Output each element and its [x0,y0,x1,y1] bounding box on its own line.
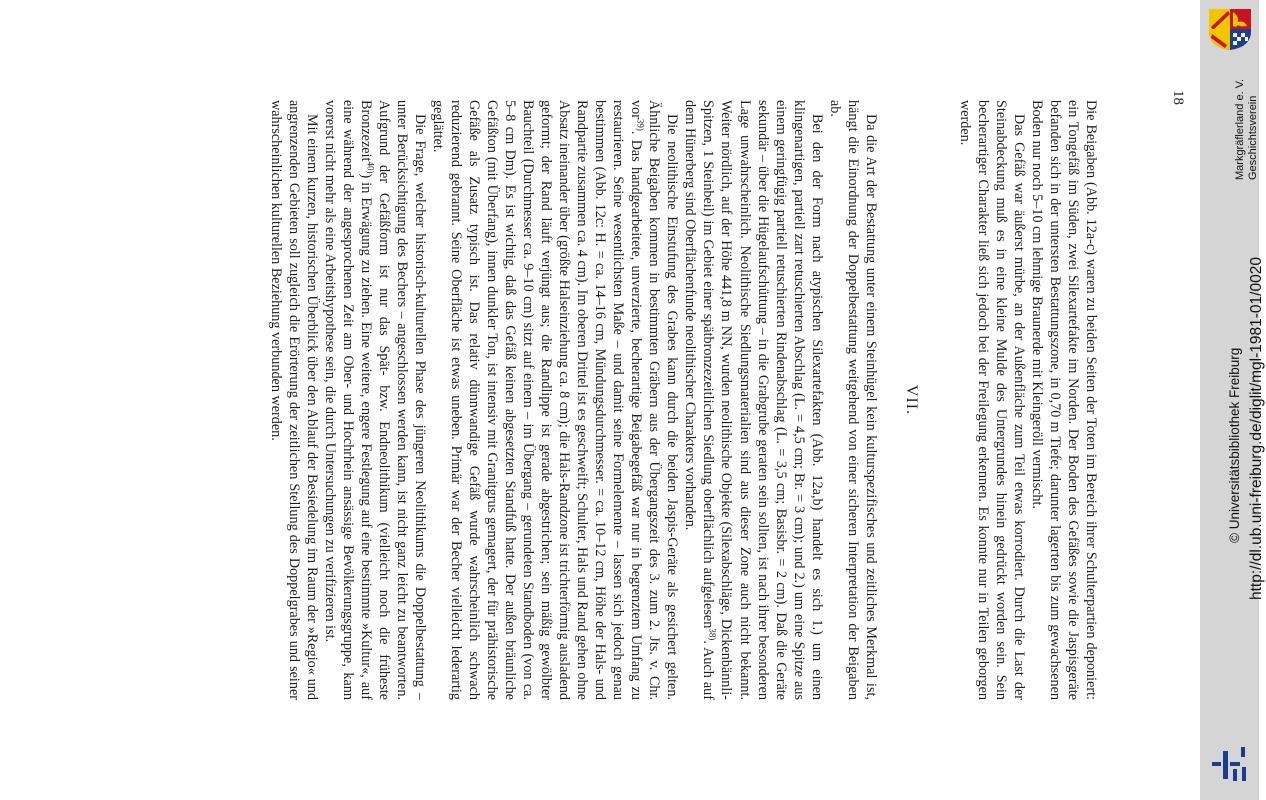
viewer-sidebar [1200,0,1265,800]
paragraph-text: ) in Erwägung zu ziehen. Eine weitere, engere Festlegung auf eine bestimmte »Kultur«, auf eine während der angesprochenen Zeit am Ober- und Hochrhein ansässige Bevölkerungsgruppe, kann vorerst nicht mehr als eine Arbeitshypothese sein, die durch Untersuchungen zu verifizieren ist. [321,100,374,700]
paragraph-text: Da die Art der Bestattung unter einem Steinhügel kein kulturspezifisches und zeitliches Merkmal ist, hängt die Einordnung der Doppelbestattung weitgehend von einer sicheren Interpretation der Beigaben ab. [826,100,879,700]
society-name-line-1: Geschichtsverein [1247,95,1259,180]
paragraph-text: Mit einem kurzen, historischen Überblick über den Ablauf der Besiedelung im Raum der »Regio« und angrenzenden Gebieten soll zugleich die Erörterung der zeitlichen Stellung des Doppelgrabes und seiner wahrscheinlichen kulturellen Beziehung verbunden werden. [267,100,320,700]
paragraph-silexartefakte [681,100,825,700]
paragraph-text: Die neolithische Einstufung des Grabes kann durch die beiden Jaspis-Geräte als gesichert gelten. Ähnliche Beigaben kommen in bestimmten Gräbern aus der Übergangszeit des 3. zum 2. Jts. v. Chr. vor [628,100,681,700]
society-name-line-2: Markgräflerland e. V. [1234,78,1246,180]
paragraph-beigaben [1028,100,1100,700]
copyright-notice: © Universitätsbibliothek Freiburg [1227,347,1242,543]
paragraph-text: . Auch auf dem Hünerberg sind Oberflächenfunde neolithischer Charakters vorhanden. [682,100,717,700]
paragraph-einordnung [826,100,880,700]
page-number: 18 [1170,90,1186,105]
footnote-ref: 38) [708,628,719,641]
paragraph-text: Bei den der Form nach atypischen Silexartefakten (Abb. 12a,b) handelt es sich 1.) um einen klingenartigen, partiell zart retuschierten Abschlag (L. = 4,5 cm; Br. = 3 cm); und 2.) um eine Spitze aus einem geringfügig partiell retuschierten Rindenabschlag (L. = 3,5 cm; Basisbr. = 2 cm). Daß die Geräte sekundär – über die Hügelaufschüttung – in die Grabgrube geraten sein sollten, ist nach ihrer besonderen Lage unwahrscheinlich. Neolithische Siedlungsmaterialien sind aus dieser Zone auch nicht bekannt. Weiter nördlich, auf der Höhe 441,8 m NN, wurden neolithische Objekte (Silexabschläge, Dickenbännli-Spitzen, 1 Steinbeil) im Gebiet einer spätbronzezeitlichen Siedlung oberflächlich aufgelesen [700,100,825,700]
paragraph-gefaess [956,100,1028,700]
paragraph-historische-phase [321,100,429,700]
permalink-url[interactable]: http://dl.ub.uni-freiburg.de/diglit/mgl-1981-01/0020 [1248,257,1265,600]
footnote-ref: 40) [365,161,376,174]
section-heading: VII. [902,384,920,416]
text-body [267,100,1100,700]
ub-freiburg-logo-icon[interactable] [1212,745,1250,785]
paragraph-text: Das Gefäß war äußerst mürbe, an der Außenfläche zum Teil etwas korrodiert. Durch die Last der Steinabdeckung muß es in eine kleine Mulde des Untergrundes hinein gedrückt worden sein. Sein becherartiger Charakter ließ sich jedoch bei der Freilegung erkennen. Es konnte nur in Teilen geborgen werden. [956,100,1027,700]
paragraph-text: . Das handgearbeitete, unverzierte, becherartige Beigabegefäß war nur in begrenztem Umfang zu restaurieren. Seine wesentlichsten Maße – und damit seine Formelemente – lassen sich jedoch genau bestimmen (Abb. 12c: H. = ca. 14–16 cm, Mündungsdurchmesser. = ca. 10–12 cm, Höhe der Hals- und Randpartie zusammen ca. 4 cm). Im oberen Drittel ist es geschweift; Schulter, Hals und Rand gehen ohne Absatz ineinander über (größte Halseinziehung ca. 8 cm); die Hals-Randzone ist trichterförmig ausladend geformt; der Rand läuft verjüngt aus; die Randlippe ist gerade abgestrichen; sein mäßig gewölbter Bauchteil (Durchmesser ca. 9–10 cm) sitzt auf einem – im Übergang – gerundeten Standboden (von ca. 5–8 cm Dm). Es ist wichtig, daß das Gefäß keinen abgesetzten Standfuß hatte. Der außen bräunliche Gefäßton (mit Überfang), innen dunkler Ton, ist intensiv mit Granitgrus gemagert, der für prähistorische Gefäße als Zusatz typisch ist. Das relativ dünnwandige Gefäß wurde wahrscheinlich schwach reduzierend gebrannt. Seine Oberfläche ist etwas uneben. Primär war der Becher vielleicht lederartig geglättet. [430,100,645,700]
paragraph-text: Die Frage, welcher historisch-kulturellen Phase des jüngeren Neolithikums die Doppelbestattung – unter Berücksichtigung des Bechers – angeschlossen werden kann, ist nicht ganz leicht zu beantworten. Aufgrund der Gefäßform ist nur das Spät- bzw. Endneolithikum (vielleicht noch die früheste Bronzezeit [357,100,428,700]
coat-of-arms-icon [1207,7,1253,51]
footnote-ref: 39) [636,118,647,131]
paragraph-text: Die Beigaben (Abb. 12a-c) waren zu beiden Seiten der Toten im Bereich ihrer Schulterpartien deponiert: ein Tongefäß im Süden, zwei Silexartefakte im Norden. Der Boden des Gefäßes sowie die Jaspisgeräte befanden sich in der untersten Bestattungszone, in 0,70 m Tiefe; darunter lagerten bis zum gewachsenen Boden nur noch 5–10 cm lehmige Braunerde mit Kleingeröll vermischt. [1028,100,1099,700]
paragraph-ueberblick [267,100,321,700]
paragraph-neolithische-einstufung [429,100,681,700]
